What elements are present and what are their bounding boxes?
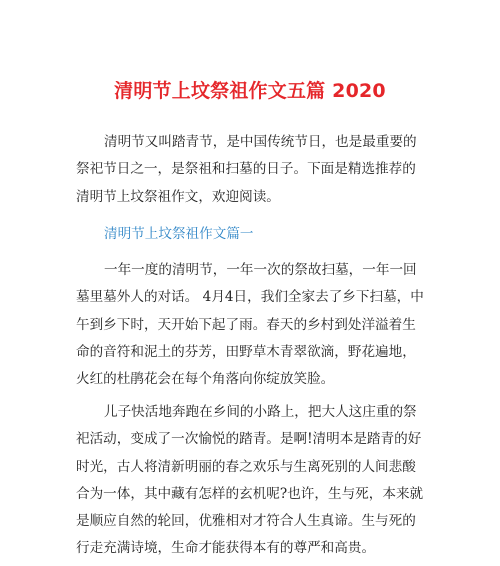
intro-paragraph: 清明节又叫踏青节，是中国传统节日，也是最重要的祭祀节日之一，是祭祖和扫墓的日子。下面是精选推荐的清明节上坟祭祖作文，欢迎阅读。 <box>76 134 417 205</box>
body-paragraph-1: 一年一度的清明节，一年一次的祭故扫墓，一年一回墓里墓外人的对话。 4月4日，我们全家去了乡下扫墓，中午到乡下时，天开始下起了雨。春天的乡村到处洋溢着生命的音符和泥土的芬芳，田野草木青翠欲滴，野花遍地，火红的杜鹃花会在每个角落向你绽放笑脸。 <box>76 262 424 388</box>
section-heading: 清明节上坟祭祖作文篇一 <box>104 226 254 242</box>
article-title: 清明节上坟祭祖作文五篇 2020 <box>114 79 386 102</box>
body-paragraph-2: 儿子快活地奔跑在乡间的小路上，把大人这庄重的祭祀活动，变成了一次愉悦的踏青。是啊!清明本是踏青的好时光，古人将清新明丽的春之欢乐与生离死别的人间悲酸合为一体，其中藏有怎样的玄机呢?也许，生与死，本来就是顺应自然的轮回，优雅相对才符合人生真谛。生与死的行走充满诗境，生命才能获得本有的尊严和高贵。 <box>76 404 424 557</box>
